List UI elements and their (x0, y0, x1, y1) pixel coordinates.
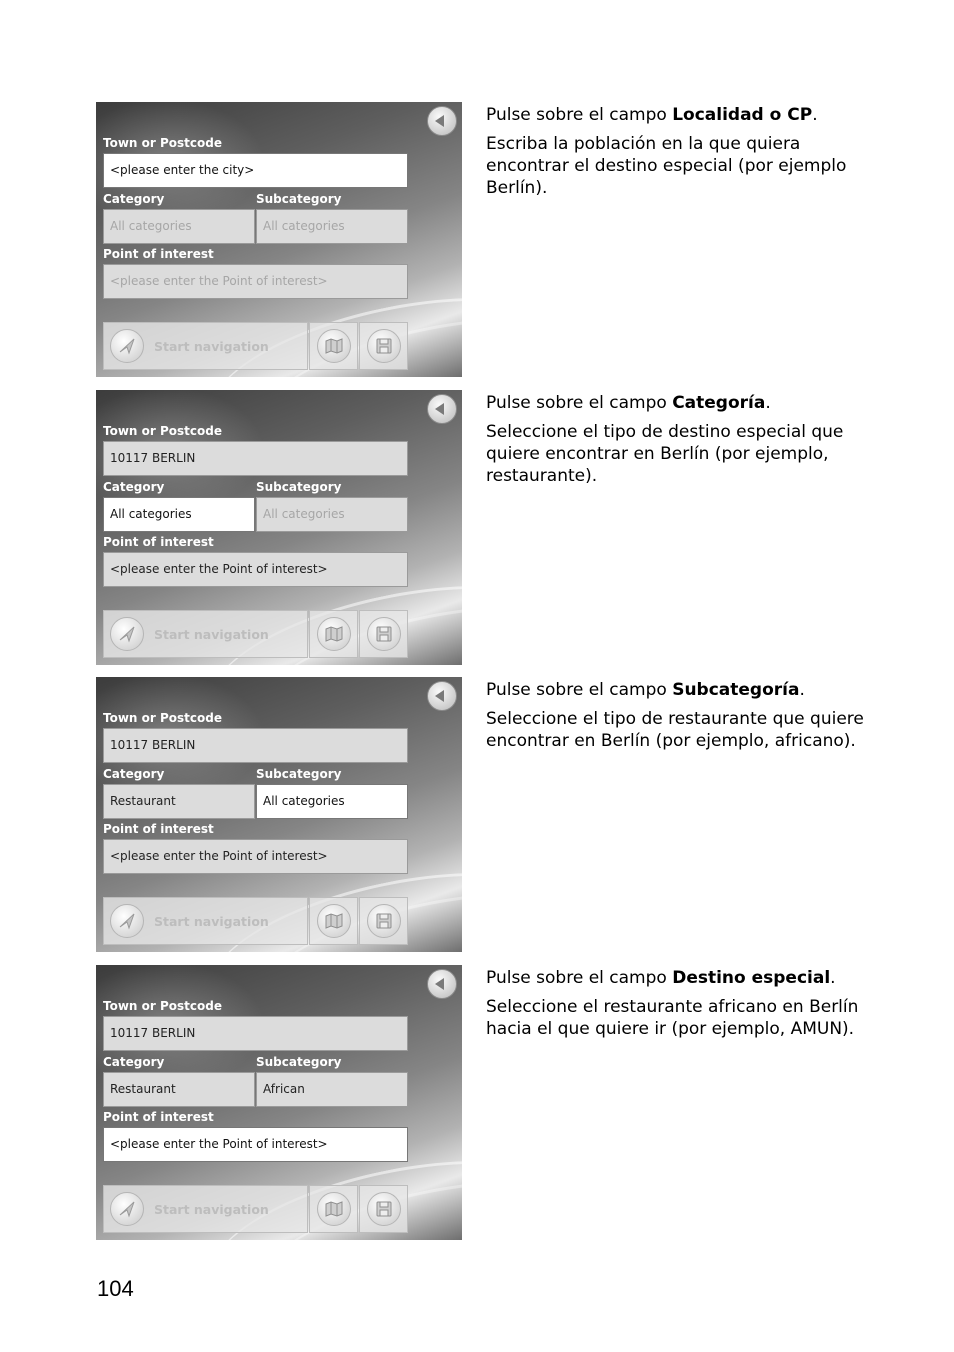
map-button[interactable] (309, 610, 358, 658)
subcategory-field[interactable]: African (256, 1072, 408, 1107)
field-name: Subcategoría (672, 680, 800, 700)
town-field[interactable]: 10117 BERLIN (103, 728, 408, 763)
category-field[interactable]: Restaurant (103, 1072, 255, 1107)
category-field[interactable]: All categories (103, 497, 255, 532)
instruction-suffix: . (765, 393, 771, 413)
map-button[interactable] (309, 322, 358, 370)
field-name: Categoría (672, 393, 766, 413)
navigation-screenshot (96, 965, 462, 1240)
town-label: Town or Postcode (103, 711, 222, 725)
save-button[interactable] (359, 322, 408, 370)
poi-label: Point of interest (103, 1110, 214, 1124)
instruction-detail: Seleccione el tipo de restaurante que quiere encontrar en Berlín (por ejemplo, africano). (486, 709, 864, 751)
instruction-prefix: Pulse sobre el campo (486, 968, 673, 988)
navigation-screenshot (96, 677, 462, 952)
town-label: Town or Postcode (103, 136, 222, 150)
instruction-heading (486, 679, 866, 701)
save-button[interactable] (359, 897, 408, 945)
category-label: Category (103, 767, 165, 781)
instruction-suffix: . (830, 968, 836, 988)
back-arrow-icon[interactable] (427, 106, 457, 136)
instruction-prefix: Pulse sobre el campo (486, 393, 673, 413)
start-navigation-button[interactable] (103, 897, 308, 945)
save-button[interactable] (359, 1185, 408, 1233)
poi-field[interactable]: <please enter the Point of interest> (103, 1127, 408, 1162)
poi-field[interactable]: <please enter the Point of interest> (103, 264, 408, 299)
start-navigation-label: Start navigation (154, 339, 269, 354)
instruction-text (486, 967, 866, 1047)
poi-label: Point of interest (103, 247, 214, 261)
category-label: Category (103, 192, 165, 206)
instruction-suffix: . (799, 680, 805, 700)
subcategory-field[interactable]: All categories (256, 784, 408, 819)
map-icon (317, 617, 351, 651)
save-button[interactable] (359, 610, 408, 658)
map-button[interactable] (309, 1185, 358, 1233)
subcategory-field[interactable]: All categories (256, 497, 408, 532)
instruction-detail: Seleccione el tipo de destino especial que quiere encontrar en Berlín (por ejemplo, restaurante). (486, 422, 844, 486)
instruction-text (486, 679, 866, 759)
category-field[interactable]: All categories (103, 209, 255, 244)
step-1 (0, 102, 954, 382)
map-icon (317, 1192, 351, 1226)
subcategory-label: Subcategory (256, 480, 342, 494)
save-disk-icon (367, 904, 401, 938)
save-disk-icon (367, 617, 401, 651)
save-disk-icon (367, 329, 401, 363)
page-number: 104 (97, 1276, 134, 1301)
instruction-text (486, 104, 866, 206)
instruction-suffix: . (812, 105, 818, 125)
instruction-heading (486, 392, 866, 414)
town-field[interactable]: 10117 BERLIN (103, 441, 408, 476)
category-label: Category (103, 1055, 165, 1069)
town-field[interactable]: 10117 BERLIN (103, 1016, 408, 1051)
start-navigation-button[interactable] (103, 322, 308, 370)
save-disk-icon (367, 1192, 401, 1226)
navigation-arrow-icon (110, 1192, 144, 1226)
subcategory-label: Subcategory (256, 767, 342, 781)
step-3 (0, 677, 954, 957)
map-button[interactable] (309, 897, 358, 945)
navigation-arrow-icon (110, 329, 144, 363)
navigation-arrow-icon (110, 904, 144, 938)
instruction-text (486, 392, 866, 494)
poi-field[interactable]: <please enter the Point of interest> (103, 839, 408, 874)
field-name: Destino especial (672, 968, 831, 988)
map-icon (317, 904, 351, 938)
town-field[interactable]: <please enter the city> (103, 153, 408, 188)
poi-label: Point of interest (103, 535, 214, 549)
category-label: Category (103, 480, 165, 494)
navigation-arrow-icon (110, 617, 144, 651)
map-icon (317, 329, 351, 363)
instruction-detail: Seleccione el restaurante africano en Berlín hacia el que quiere ir (por ejemplo, AMUN). (486, 997, 859, 1039)
start-navigation-label: Start navigation (154, 627, 269, 642)
start-navigation-button[interactable] (103, 1185, 308, 1233)
instruction-heading (486, 967, 866, 989)
step-2 (0, 390, 954, 670)
poi-label: Point of interest (103, 822, 214, 836)
start-navigation-label: Start navigation (154, 914, 269, 929)
navigation-screenshot (96, 390, 462, 665)
instruction-detail: Escriba la población en la que quiera encontrar el destino especial (por ejemplo Berlín). (486, 134, 847, 198)
town-label: Town or Postcode (103, 999, 222, 1013)
subcategory-label: Subcategory (256, 192, 342, 206)
start-navigation-label: Start navigation (154, 1202, 269, 1217)
step-4 (0, 965, 954, 1245)
instruction-prefix: Pulse sobre el campo (486, 680, 673, 700)
field-name: Localidad o CP (672, 105, 813, 125)
poi-field[interactable]: <please enter the Point of interest> (103, 552, 408, 587)
category-field[interactable]: Restaurant (103, 784, 255, 819)
subcategory-field[interactable]: All categories (256, 209, 408, 244)
instruction-prefix: Pulse sobre el campo (486, 105, 673, 125)
back-arrow-icon[interactable] (427, 969, 457, 999)
start-navigation-button[interactable] (103, 610, 308, 658)
back-arrow-icon[interactable] (427, 681, 457, 711)
town-label: Town or Postcode (103, 424, 222, 438)
back-arrow-icon[interactable] (427, 394, 457, 424)
navigation-screenshot (96, 102, 462, 377)
subcategory-label: Subcategory (256, 1055, 342, 1069)
instruction-heading (486, 104, 866, 126)
